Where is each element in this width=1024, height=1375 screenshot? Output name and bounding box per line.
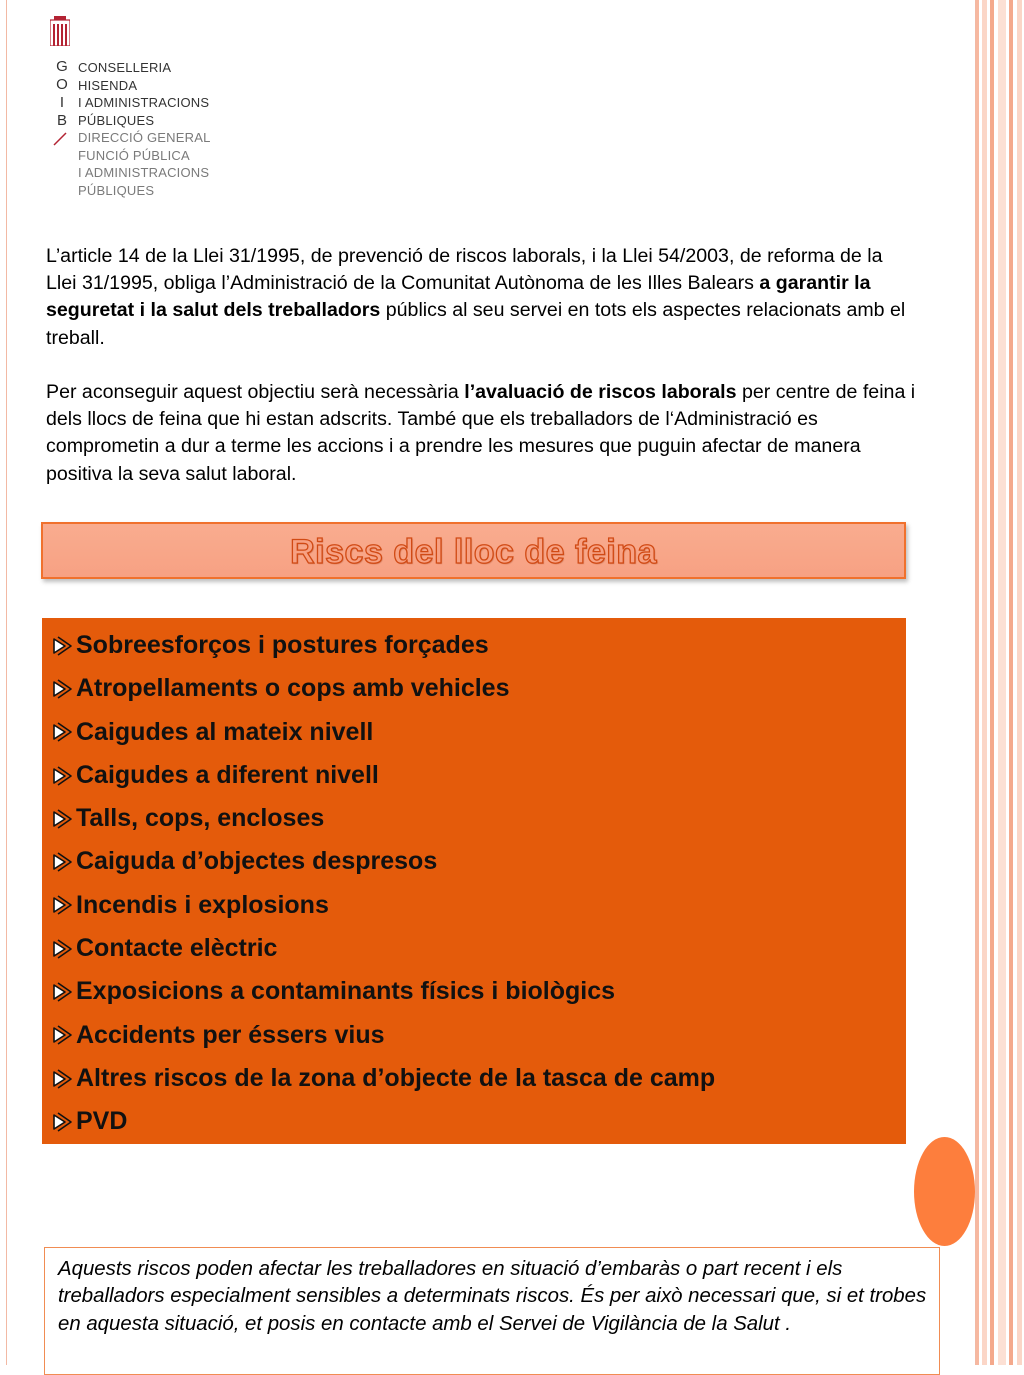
- arrow-bullet-icon: [52, 1025, 74, 1045]
- arrow-bullet-icon: [52, 852, 74, 872]
- arrow-bullet-icon: [52, 1069, 74, 1089]
- intro-text: L’article 14 de la Llei 31/1995, de prevenció de riscos laborals, i la Llei 54/2003, de reforma de la Llei 31/1995, obliga l’Administració de la Comunitat Autònoma de les Illes Balears: [46, 245, 883, 295]
- directorate-line: I ADMINISTRACIONS: [78, 165, 210, 180]
- directorate-line: PÚBLIQUES: [78, 182, 155, 198]
- risk-item: [52, 1057, 715, 1100]
- risk-item: [52, 1100, 715, 1143]
- goib-letter: O: [56, 76, 68, 93]
- arrow-bullet-icon: [52, 766, 74, 786]
- risk-label: Talls, cops, encloses: [76, 804, 325, 833]
- goib-logo: [48, 14, 248, 209]
- goib-letters: [54, 58, 70, 130]
- risk-label: PVD: [76, 1107, 128, 1136]
- risk-label: Altres riscos de la zona d’objecte de la tasca de camp: [76, 1063, 716, 1092]
- goib-letter: B: [56, 112, 67, 129]
- arrow-bullet-icon: [52, 809, 74, 829]
- risk-label: Incendis i explosions: [76, 890, 329, 919]
- risk-item: [52, 927, 715, 970]
- directorate-line: FUNCIÓ PÚBLICA: [78, 147, 190, 163]
- arrow-bullet-icon: [52, 722, 74, 742]
- department-line: PÚBLIQUES: [78, 112, 155, 128]
- risk-label: Sobreesforços i postures forçades: [76, 631, 489, 659]
- intro-paragraph-2: [46, 379, 916, 488]
- note-text: Aquests riscos poden afectar les treballadores en situació d’embaràs o part recent i els treballadors especialment sensibles a determinats riscos. És per això necessari que, si et trobes en aquesta situació, et posis en contacte amb el Servei de Vigilància de la Salut .: [58, 1258, 927, 1335]
- note-box: [44, 1247, 940, 1375]
- intro-bold-text: l’avaluació de riscos laborals: [464, 381, 737, 403]
- risk-item: [52, 1014, 715, 1057]
- logo-text: [78, 59, 211, 199]
- department-line: CONSELLERIA: [78, 60, 172, 75]
- arrow-bullet-icon: [52, 982, 74, 1002]
- decorative-oval: [914, 1137, 975, 1246]
- risk-item: [52, 754, 715, 797]
- intro-text: públics al seu servei en tots els aspectes relacionats amb el treball.: [46, 299, 906, 349]
- risk-item: [52, 884, 715, 927]
- goib-letter: G: [56, 58, 68, 75]
- department-line: I ADMINISTRACIONS: [78, 95, 210, 110]
- slash-icon: [52, 132, 68, 146]
- goib-letter: I: [59, 94, 65, 111]
- risk-label: Caigudes a diferent nivell: [76, 760, 379, 789]
- risk-list: [52, 624, 715, 1144]
- risk-label: Atropellaments o cops amb vehicles: [76, 674, 510, 703]
- intro-paragraph-1: [46, 243, 916, 352]
- risk-label: Contacte elèctric: [76, 934, 278, 963]
- section-heading-box: [41, 522, 906, 579]
- department-line: HISENDA: [78, 77, 138, 93]
- risk-item: [52, 667, 715, 710]
- risk-item: [52, 840, 715, 883]
- arrow-bullet-icon: [52, 895, 74, 915]
- arrow-bullet-icon: [52, 939, 74, 959]
- intro-text: Per aconseguir aquest objectiu serà necessària: [46, 381, 465, 403]
- risk-item: [52, 624, 715, 667]
- risk-item: [52, 970, 715, 1013]
- risk-label: Exposicions a contaminants físics i biològics: [76, 977, 616, 1006]
- decorative-stripes: [976, 0, 1024, 1365]
- intro-text: per centre de feina i dels llocs de feina que hi estan adscrits. També que els treballadors de l‘Administració es comprometin a dur a terme les accions i a prendre les mesures que puguin afectar de manera positiva la seva salut laboral.: [46, 381, 916, 485]
- risk-label: Caigudes al mateix nivell: [76, 717, 374, 746]
- arrow-bullet-icon: [52, 679, 74, 699]
- risk-label: Caiguda d’objectes despresos: [76, 847, 438, 876]
- intro-bold-text: a garantir la seguretat i la salut dels treballadors: [46, 272, 871, 322]
- risk-item: [52, 797, 715, 840]
- section-heading: Riscs del lloc de feina: [290, 533, 657, 571]
- arrow-bullet-icon: [52, 636, 74, 656]
- arrow-bullet-icon: [52, 1112, 74, 1132]
- directorate-line: DIRECCIÓ GENERAL: [78, 130, 211, 145]
- risk-label: Accidents per éssers vius: [76, 1020, 385, 1049]
- risk-list-box: [42, 618, 906, 1144]
- coat-of-arms-icon: [50, 16, 70, 46]
- risk-item: [52, 711, 715, 754]
